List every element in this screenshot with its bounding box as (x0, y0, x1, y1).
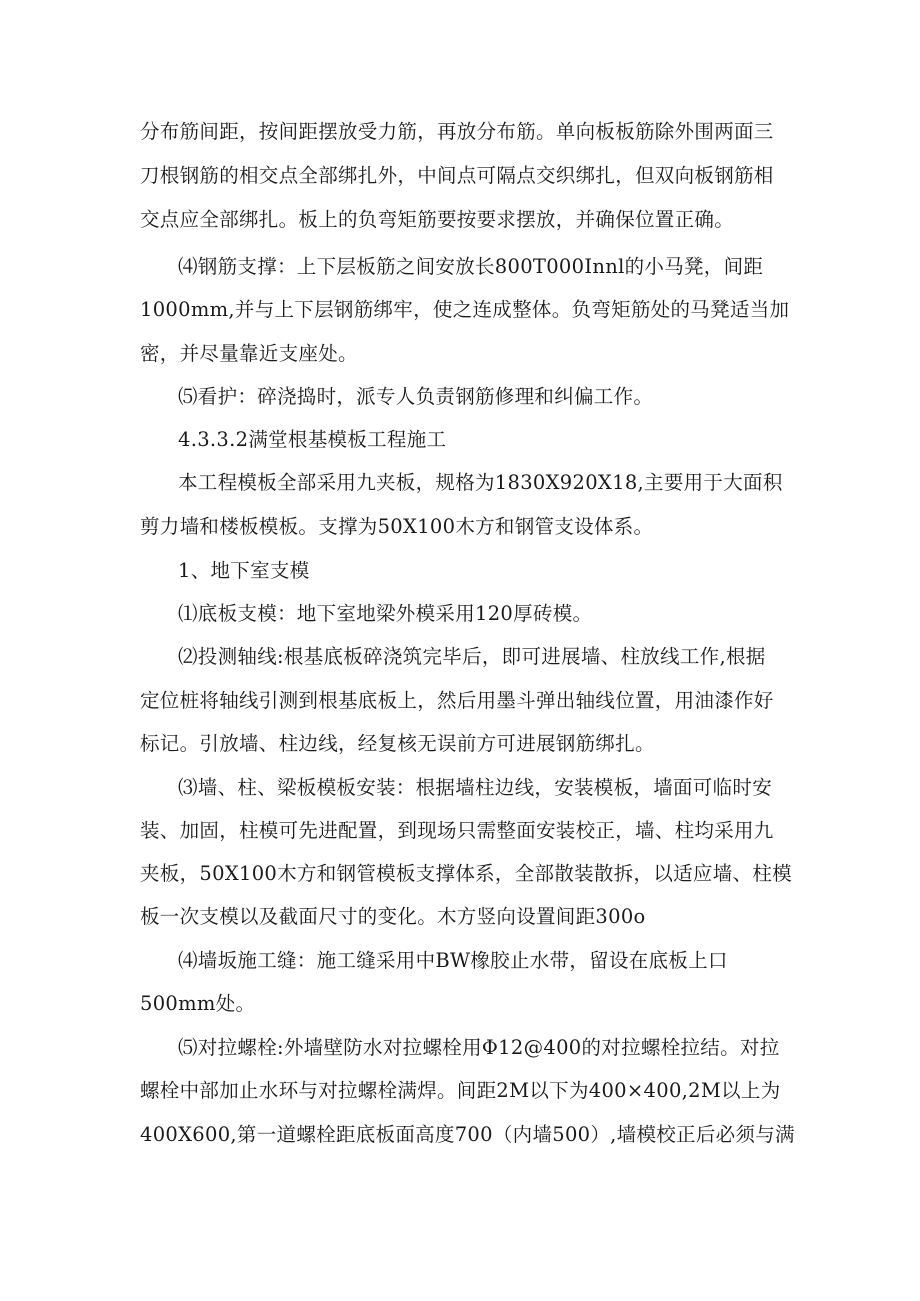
text-line-14: 定位桩将轴线引测到根基底板上，然后用墨斗弹出轴线位置，用油漆作好 (140, 689, 774, 712)
text-line-4: ⑷钢筋支撑：上下层板筋之间安放长800T000Innl的小马凳，间距 (178, 255, 764, 278)
text-line-12: ⑴底板支模：地下室地梁外模采用120厚砖模。 (178, 602, 593, 625)
text-line-23: 螺栓中部加止水环与对拉螺栓满焊。间距2M以下为400×400,2M以上为 (140, 1079, 781, 1102)
text-line-19: 板一次支模以及截面尺寸的变化。木方竖向设置间距300o (140, 905, 646, 928)
text-line-15: 标记。引放墙、柱边线，经复核无误前方可进展钢筋绑扎。 (140, 732, 655, 755)
text-line-21: 500mm处。 (140, 992, 256, 1015)
text-line-5: 1000mm,并与上下层钢筋绑牢，使之连成整体。负弯矩筋处的马凳适当加 (140, 298, 790, 321)
text-line-2: 刀根钢筋的相交点全部绑扎外，中间点可隔点交织绑扎，但双向板钢筋相 (140, 164, 774, 187)
text-line-17: 装、加固，柱模可先进配置，到现场只需整面安装校正，墙、柱均采用九 (140, 819, 774, 842)
text-line-1: 分布筋间距，按间距摆放受力筋，再放分布筋。单向板板筋除外围两面三 (140, 120, 774, 143)
text-line-3: 交点应全部绑扎。板上的负弯矩筋要按要求摆放，并确保位置正确。 (140, 208, 735, 231)
text-line-7: ⑸看护：碎浇捣时，派专人负责钢筋修理和纠偏工作。 (178, 385, 654, 408)
text-line-13: ⑵投测轴线:根基底板碎浇筑完毕后，即可进展墙、柱放线工作,根据 (178, 645, 766, 668)
text-line-6: 密，并尽量靠近支座处。 (140, 342, 358, 365)
text-line-9: 本工程模板全部采用九夹板，规格为1830X920X18,主要用于大面积 (178, 471, 783, 494)
text-line-20: ⑷墙坂施工缝：施工缝采用中BW橡胶止水带，留设在底板上口 (178, 949, 728, 972)
text-line-18: 夹板，50X100木方和钢管模板支撑体系，全部散装散拆，以适应墙、柱模 (140, 862, 792, 885)
section-heading: 4.3.3.2满堂根基模板工程施工 (178, 428, 447, 451)
subsection-heading: 1、地下室支模 (178, 559, 310, 582)
text-line-24: 400X600,第一道螺栓距底板面高度700（内墙500）,墙模校正后必须与满 (140, 1123, 795, 1146)
text-line-16: ⑶墙、柱、梁板模板安装：根据墙柱边线，安装模板，墙面可临时安 (178, 776, 773, 799)
text-line-10: 剪力墙和楼板模板。支撑为50X100木方和钢管支设体系。 (140, 515, 654, 538)
text-line-22: ⑸对拉螺栓:外墙壁防水对拉螺栓用Φ12@400的对拉螺栓拉结。对拉 (178, 1036, 780, 1059)
